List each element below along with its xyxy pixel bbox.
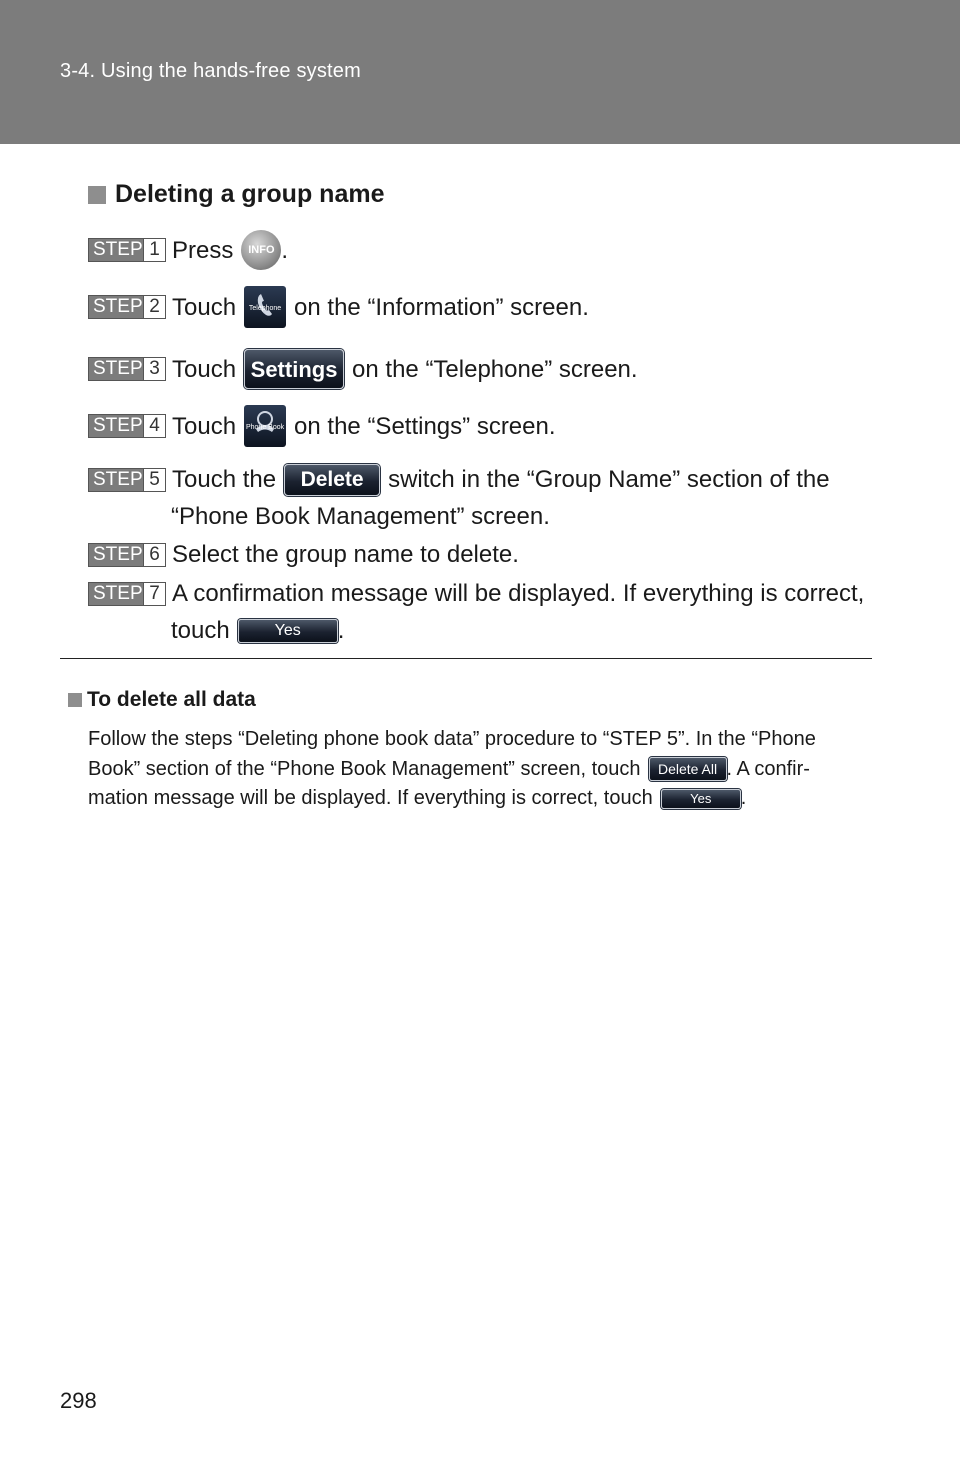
step-6 [88, 536, 878, 573]
step-4 [88, 405, 878, 447]
step-text: on the “Settings” screen. [294, 412, 556, 440]
step-text: Touch the [172, 466, 277, 493]
settings-button[interactable]: Settings [244, 349, 344, 389]
step-badge: STEP 4 [88, 414, 166, 438]
step-badge: STEP 3 [88, 357, 166, 381]
section-heading [88, 180, 384, 209]
delete-button[interactable]: Delete [284, 464, 380, 496]
step-text-continued: “Phone Book Management” screen. [171, 503, 550, 530]
step-text: Touch [172, 355, 237, 383]
step-text: on the “Telephone” screen. [352, 355, 638, 383]
yes-button[interactable]: Yes [661, 789, 741, 809]
step-text: switch in the “Group Name” section of the [388, 466, 830, 493]
delete-all-button[interactable]: Delete All [649, 757, 727, 781]
step-badge: STEP 5 [88, 468, 166, 492]
note-heading [68, 688, 256, 712]
step-badge: STEP 1 [88, 238, 166, 262]
step-text: Select the group name to delete. [172, 541, 519, 568]
note-line: Book” section of the “Phone Book Management” screen, touch Delete All . A confir- [88, 757, 810, 780]
step-text: on the “Information” screen. [294, 293, 589, 321]
step-1 [88, 230, 878, 270]
section-heading-text: Deleting a group name [115, 180, 385, 208]
square-bullet-icon [88, 186, 106, 204]
step-text: Touch [172, 293, 237, 321]
step-badge: STEP 6 [88, 543, 166, 567]
page-header [0, 0, 960, 144]
note-heading-text: To delete all data [87, 688, 256, 711]
info-button-icon[interactable]: INFO [241, 230, 281, 270]
header-section-title: 3-4. Using the hands-free system [60, 60, 361, 82]
step-2 [88, 286, 878, 328]
step-badge: STEP 7 [88, 582, 166, 606]
page-number: 298 [60, 1388, 97, 1413]
square-bullet-icon [68, 693, 82, 707]
step-3 [88, 349, 878, 389]
step-badge: STEP 2 [88, 295, 166, 319]
note-line: mation message will be displayed. If everything is correct, touch Yes . [88, 787, 747, 809]
step-text-continued: touch Yes . [171, 617, 345, 644]
step-text: Press [172, 236, 234, 264]
step-7 [88, 575, 878, 649]
step-text: A confirmation message will be displayed. If everything is correct, [172, 580, 865, 607]
section-divider [60, 658, 872, 659]
note-line: Follow the steps “Deleting phone book data” procedure to “STEP 5”. In the “Phone [88, 728, 816, 750]
yes-button[interactable]: Yes [238, 619, 338, 643]
step-text: . [281, 236, 289, 264]
step-5 [88, 461, 878, 535]
phone-book-app-icon[interactable]: Phone Book [244, 405, 286, 447]
note-body [88, 725, 868, 814]
step-text: Touch [172, 412, 237, 440]
telephone-app-icon[interactable]: Telephone [244, 286, 286, 328]
